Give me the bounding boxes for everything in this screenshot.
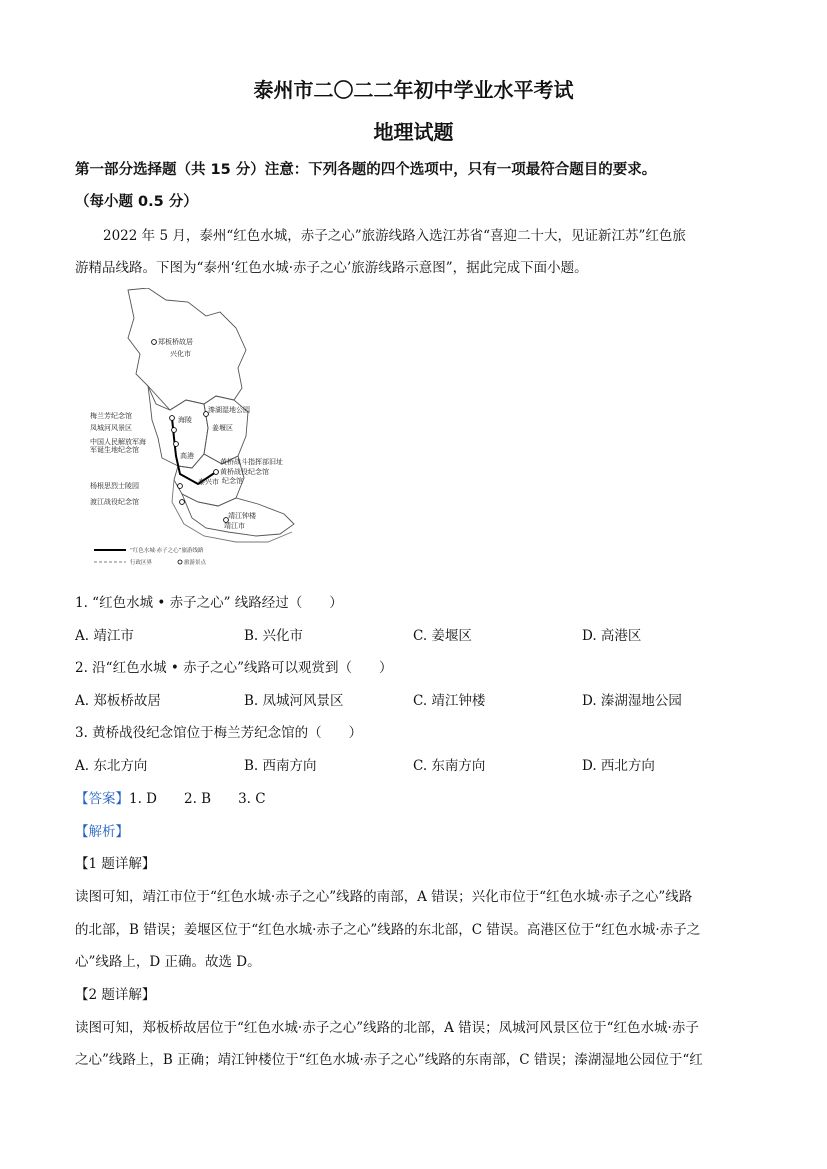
q1-heading: 【1 题详解】	[75, 856, 156, 872]
map-label-jiangyan: 姜堰区	[212, 424, 233, 432]
question-2-stem: 2. 沿“红色水城 • 赤子之心”线路可以观赏到（ ）	[75, 660, 393, 676]
q1-explanation-line-1: 读图可知，靖江市位于“红色水城·赤子之心”线路的南部，A 错误；兴化市位于“红色水城·赤子之心”线路	[75, 889, 693, 905]
question-2-option-b: B. 凤城河风景区	[244, 693, 344, 709]
map-label-xinghua: 兴化市	[170, 350, 191, 358]
map-label-jingjiang-bell: 靖江钟楼	[228, 512, 256, 520]
instructions-line-2: （每小题 0.5 分）	[75, 194, 198, 210]
map-label-mlf: 梅兰芳纪念馆	[90, 412, 132, 420]
question-3-option-d: D. 西北方向	[582, 758, 655, 774]
question-1-option-a: A. 靖江市	[75, 628, 134, 644]
map-label-huangqiao-2: 黄桥战斗指挥部旧址	[220, 458, 283, 466]
instructions-line-1: 第一部分选择题（共 15 分）注意：下列各题的四个选项中，只有一项最符合题目的要求。	[75, 162, 657, 178]
intro-line-2: 游精品线路。下图为“泰州‘红色水城·赤子之心’旅游线路示意图”，据此完成下面小题。	[75, 260, 588, 276]
map-label-gaogang: 高港	[180, 452, 194, 460]
map-label-zbq: 郑板桥故居	[158, 338, 193, 346]
route-line	[172, 418, 216, 484]
question-3-stem: 3. 黄桥战役纪念馆位于梅兰芳纪念馆的（ ）	[75, 725, 363, 741]
answer-values: 1. D 2. B 3. C	[129, 791, 266, 807]
legend-boundary-label: 行政区界	[130, 560, 153, 566]
site-marker	[214, 470, 219, 475]
map-label-huangqiao-3: 纪念馆	[222, 477, 243, 485]
map-label-qinhu: 溱湖湿地公园	[208, 406, 250, 414]
map-label-navy: 中国人民解放军海	[90, 438, 146, 446]
map-label-huangqiao: 黄桥战役纪念馆	[220, 468, 269, 476]
site-marker	[174, 442, 179, 447]
q2-explanation-line-2: 之心”线路上，B 正确；靖江钟楼位于“红色水城·赤子之心”线路的东南部，C 错误；溱湖湿地公园位于“红	[75, 1052, 703, 1068]
question-2-option-a: A. 郑板桥故居	[75, 693, 161, 709]
answer-line	[75, 787, 266, 807]
site-marker	[172, 428, 177, 433]
q1-explanation-line-3: 心”线路上，D 正确。故选 D。	[75, 954, 261, 970]
route-map	[88, 288, 328, 570]
xinghua-boundary	[128, 288, 246, 410]
map-label-hailing: 海陵	[178, 416, 192, 424]
q2-explanation-line-1: 读图可知，郑板桥故居位于“红色水城·赤子之心”线路的北部，A 错误；凤城河风景区位于“红色水城·赤子	[75, 1020, 699, 1036]
central-boundary	[148, 386, 208, 468]
page-subtitle: 地理试题	[373, 120, 454, 144]
map-label-jingjiang: 靖江市	[224, 522, 245, 530]
q2-heading: 【2 题详解】	[75, 987, 156, 1003]
map-label-yangling: 杨根思烈士陵园	[90, 482, 139, 490]
map-label-navy-2: 军诞生地纪念馆	[90, 446, 139, 454]
intro-line-1: 2022 年 5 月，泰州“红色水城，赤子之心”旅游线路入选江苏省“喜迎二十大，见证新江苏”红色旅	[103, 228, 686, 244]
question-3-option-a: A. 东北方向	[75, 758, 148, 774]
question-3-option-b: B. 西南方向	[244, 758, 317, 774]
map-label-taixing: 泰兴市	[198, 478, 219, 486]
question-1-option-b: B. 兴化市	[244, 628, 304, 644]
legend-site-label: 旅游景点	[184, 560, 207, 566]
site-marker	[180, 500, 185, 505]
site-marker	[170, 416, 175, 421]
question-3-option-c: C. 东南方向	[413, 758, 486, 774]
map-label-dujiang: 渡江战役纪念馆	[90, 498, 139, 506]
legend-route-label: “红色水城·赤子之心”旅游线路	[130, 548, 204, 554]
question-2-option-c: C. 靖江钟楼	[413, 693, 486, 709]
site-marker	[152, 340, 157, 345]
page-title: 泰州市二〇二二年初中学业水平考试	[253, 78, 574, 102]
answer-label: 【答案】	[75, 791, 129, 807]
map-label-fch: 凤城河风景区	[90, 424, 132, 432]
question-1-stem: 1. “红色水城 • 赤子之心” 线路经过（ ）	[75, 595, 343, 611]
map-legend	[94, 546, 207, 566]
question-1-option-c: C. 姜堰区	[413, 628, 472, 644]
analysis-label: 【解析】	[75, 824, 129, 840]
site-marker	[178, 484, 183, 489]
q1-explanation-line-2: 的北部，B 错误；姜堰区位于“红色水城·赤子之心”线路的东北部，C 错误。高港区位于“红色水城·赤子之	[75, 922, 701, 938]
question-2-option-d: D. 溱湖湿地公园	[582, 693, 682, 709]
question-1-option-d: D. 高港区	[582, 628, 642, 644]
